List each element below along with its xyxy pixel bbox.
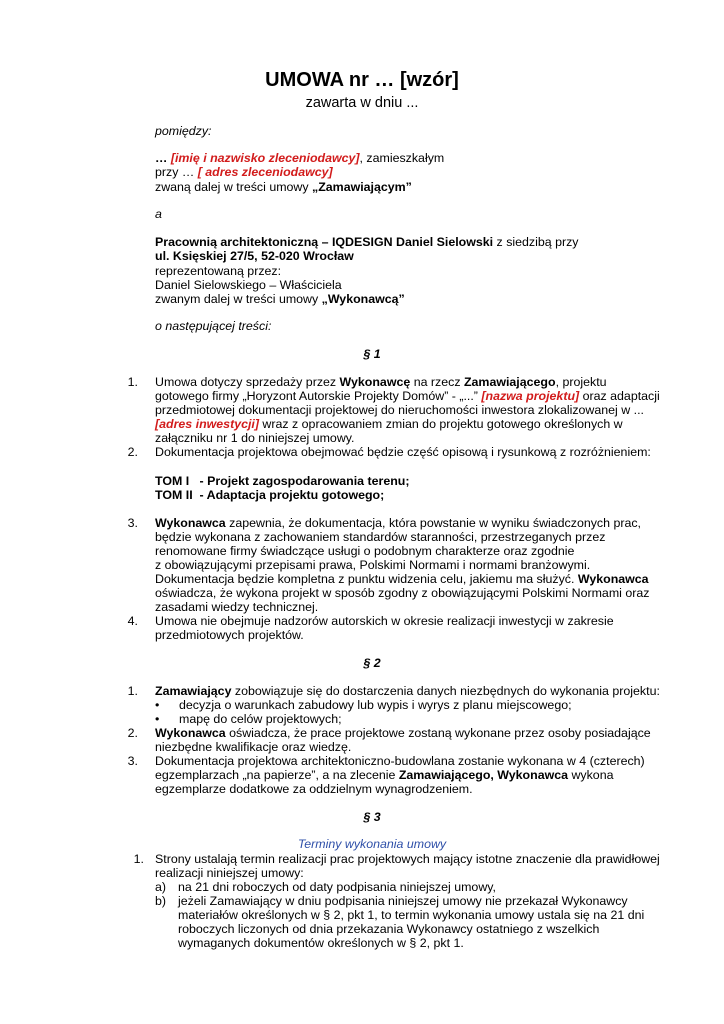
s2-p3-line-3: egzemplarze dodatkowe za oddzielnym wynagrodzeniem. [155, 782, 473, 796]
client-line-1-rest: , zamieszkałym [359, 151, 445, 165]
s1-p1-line-4 [155, 417, 623, 431]
representative: Daniel Sielowskiego – Właściciela [155, 278, 342, 292]
client-line-3-prefix: zwaną dalej w treści umowy [155, 180, 313, 194]
s3-p1-line-2: realizacji niniejszej umowy: [155, 866, 304, 880]
s2-p2-contractor: Wykonawca [155, 726, 226, 740]
s3-b-line-1: jeżeli Zamawiający w dniu podpisania niniejszej umowy nie przekazał Wykonawcy [178, 894, 628, 908]
contractor-name: Pracownią architektoniczną – IQDESIGN Daniel Sielowski [155, 235, 494, 249]
s1-p1-line-5: załączniku nr 1 do niniejszej umowy. [155, 431, 355, 445]
section-1-heading: § 1 [363, 347, 381, 361]
contractor-line-1 [155, 235, 579, 249]
s1-p1-line-3: przedmiotowej dokumentacji projektowej do nieruchomości inwestora zlokalizowanej w ... [155, 403, 644, 417]
s3-b-line-3: roboczych liczonych od dnia przekazania Wykonawcy ostatniego z wszelkich [178, 922, 600, 936]
s1-p3-line-6: oświadcza, że wykona projekt w sposób zgodny z obowiązującymi Polskimi Normami oraz [155, 586, 650, 600]
and-label: a [155, 207, 162, 221]
s1-p4-line-2: przedmiotowych projektów. [155, 628, 304, 642]
contractor-address: ul. Księskiej 27/5, 52-020 Wrocław [155, 249, 354, 263]
contractor-line-1-rest: z siedzibą przy [493, 235, 579, 249]
section-3-subtitle: Terminy wykonania umowy [297, 837, 447, 851]
represented-by: reprezentowaną przez: [155, 264, 282, 278]
s1-p3-number: 3. [127, 516, 138, 530]
investment-address-placeholder: [adres inwestycji] [155, 417, 259, 431]
bullet-item: decyzja o warunkach zabudowy lub wypis i wyrys z planu miejscowego; [179, 698, 572, 712]
s2-p1-text: zobowiązuje się do dostarczenia danych niezbędnych do wykonania projektu: [231, 684, 660, 698]
s2-p3-number: 3. [127, 754, 138, 768]
s1-p1-text: , projektu [555, 375, 607, 389]
client-address-placeholder: [ adres zleceniodawcy] [197, 165, 333, 179]
client-name-placeholder: [imię i nazwisko zleceniodawcy] [170, 151, 360, 165]
s1-p3-line-5 [155, 572, 649, 586]
s1-p2-number: 2. [127, 445, 138, 459]
project-name-placeholder: [nazwa projektu] [481, 389, 580, 403]
s1-p3-contractor: Wykonawca [155, 516, 226, 530]
s2-p3-line-2 [155, 768, 613, 782]
contractor-role: „Wykonawcą” [321, 292, 405, 306]
s3-b-line-4: wymaganych dokumentów określonych w § 2, pkt 1. [178, 936, 464, 950]
bullet-item: mapę do celów projektowych; [179, 712, 342, 726]
s1-p1-line-1 [155, 375, 607, 389]
client-line-1 [155, 151, 444, 165]
tom-2: TOM II - Adaptacja projektu gotowego; [155, 488, 385, 502]
s1-p3-line-7: zasadami wiedzy technicznej. [155, 600, 319, 614]
s1-p1-text: Umowa dotyczy sprzedaży przez [155, 375, 340, 389]
client-role: „Zamawiającym” [312, 180, 412, 194]
s1-p1-text: na rzecz [410, 375, 464, 389]
tom-1: TOM I - Projekt zagospodarowania terenu; [155, 474, 410, 488]
s1-p3-contractor: Wykonawca [577, 572, 649, 586]
s1-p3-line-3: renomowane firmy świadczące usługi o podobnym charakterze oraz zgodnie [155, 544, 575, 558]
s3-a-label: a) [155, 880, 167, 894]
section-2-heading: § 2 [363, 656, 381, 670]
s2-p2-text: oświadcza, że prace projektowe zostaną wykonane przez osoby posiadające [225, 726, 651, 740]
s1-p3-text: zapewnia, że dokumentacja, która powstanie w wyniku świadczonych prac, [225, 516, 641, 530]
client-line-2-prefix: przy … [155, 165, 195, 179]
s1-p1-contractor: Wykonawcę [339, 375, 411, 389]
s1-p3-line-2: będzie wykonana z zachowaniem standardów staranności, przestrzeganych przez [155, 530, 606, 544]
s1-p2-line-1: Dokumentacja projektowa obejmować będzie część opisową i rysunkową z rozróżnieniem: [155, 445, 651, 459]
s3-a-text: na 21 dni roboczych od daty podpisania niniejszej umowy, [178, 880, 496, 894]
s2-p3-text: egzemplarzach „na papierze”, a na zlecenie [155, 768, 399, 782]
s1-p4-number: 4. [127, 614, 138, 628]
contractor-role-line [155, 292, 405, 306]
s2-p1-number: 1. [127, 684, 138, 698]
bullet-marker: • [155, 698, 160, 712]
client-line-3 [155, 180, 412, 194]
s1-p1-line-2 [155, 389, 660, 403]
s2-p3-text: wykona [568, 768, 614, 782]
s1-p3-line-4: z obowiązującymi przepisami prawa, Polskimi Normami i normami branżowymi. [155, 558, 591, 572]
s2-p1-client: Zamawiający [155, 684, 232, 698]
between-label: pomiędzy: [155, 124, 212, 138]
s1-p1-client: Zamawiającego [463, 375, 556, 389]
bullet-marker: • [155, 712, 160, 726]
s3-p1-number: 1. [133, 852, 144, 866]
s1-p1-text: gotowego firmy „Horyzont Autorskie Projekty Domów” - „...” [155, 389, 482, 403]
s2-p2-line-2: niezbędne kwalifikacje oraz wiedzę. [155, 740, 352, 754]
page-subtitle: zawarta w dniu ... [305, 95, 419, 111]
s2-p2-line-1 [155, 726, 651, 740]
section-3-heading: § 3 [363, 810, 381, 824]
s3-b-line-2: materiałów określonych w § 2, pkt 1, to termin wykonania umowy ustala się na 21 dni [178, 908, 645, 922]
s2-p1-line-1 [155, 684, 660, 698]
s3-b-label: b) [155, 894, 167, 908]
page-title: UMOWA nr … [wzór] [265, 69, 459, 91]
following-label: o następującej treści: [155, 319, 272, 333]
s1-p3-line-1 [155, 516, 641, 530]
s1-p3-text: Dokumentacja będzie kompletna z punktu widzenia celu, jakiemu ma służyć. [155, 572, 578, 586]
s2-p2-number: 2. [127, 726, 138, 740]
s3-p1-line-1: Strony ustalają termin realizacji prac projektowych mający istotne znaczenie dla prawidłowej [155, 852, 660, 866]
s1-p1-text: oraz adaptacji [579, 389, 660, 403]
contractor-role-prefix: zwanym dalej w treści umowy [155, 292, 322, 306]
client-dots: … [155, 151, 168, 165]
s1-p4-line-1: Umowa nie obejmuje nadzorów autorskich w okresie realizacji inwestycji w zakresie [155, 614, 614, 628]
s2-p3-line-1: Dokumentacja projektowa architektoniczno-budowlana zostanie wykonana w 4 (czterech) [155, 754, 645, 768]
s1-p1-number: 1. [127, 375, 138, 389]
s2-p3-parties: Zamawiającego, Wykonawca [398, 768, 569, 782]
client-line-2 [155, 165, 333, 179]
s1-p1-text: wraz z opracowaniem zmian do projektu gotowego określonych w [258, 417, 623, 431]
